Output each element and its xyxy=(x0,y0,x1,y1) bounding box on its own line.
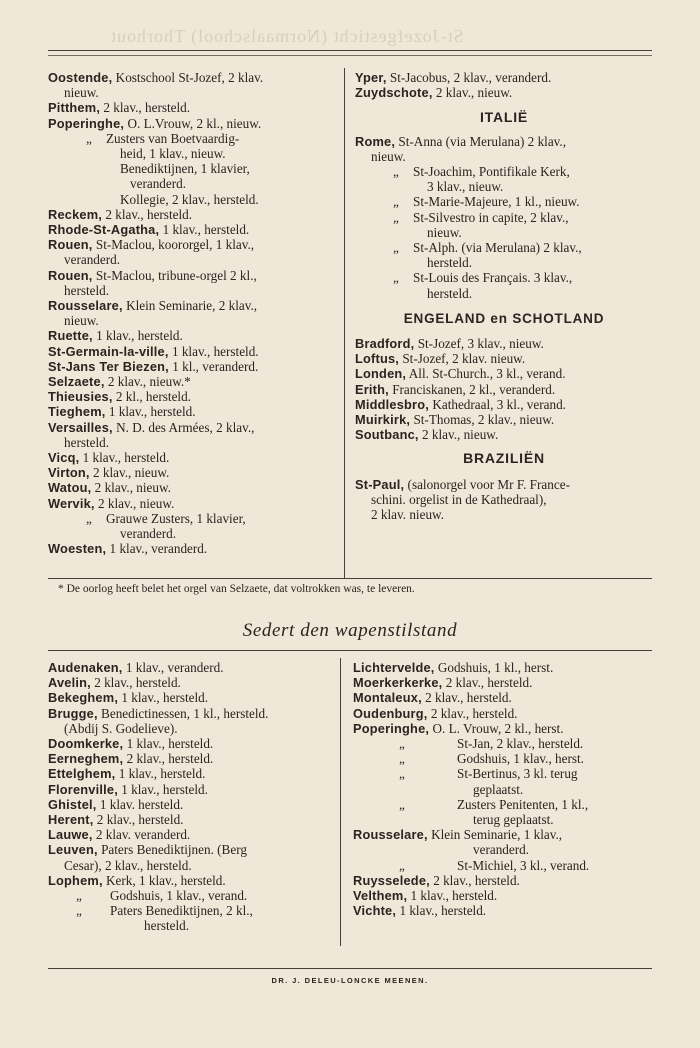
list-entry xyxy=(355,382,653,397)
ditto-mark: „ xyxy=(399,736,405,752)
place-name: Ruysselede, xyxy=(353,872,430,888)
list-entry xyxy=(353,766,653,781)
entry-text: 1 klav., hersteld. xyxy=(82,450,170,466)
list-entry xyxy=(48,131,338,146)
list-entry xyxy=(48,161,338,176)
entry-text: 2 klav., nieuw. xyxy=(421,427,499,443)
list-entry xyxy=(353,812,653,827)
column-divider-bottom xyxy=(340,658,341,946)
list-entry xyxy=(355,397,653,412)
sub-entry-continuation: hersteld. xyxy=(427,255,473,271)
place-name: Wervik, xyxy=(48,495,95,511)
entry-text: (salonorgel voor Mr F. France- xyxy=(407,476,570,492)
entry-text: St-Maclou, koororgel, 1 klav., xyxy=(95,237,255,253)
sub-entry-text: Zusters Penitenten, 1 kl., xyxy=(457,796,589,812)
list-entry xyxy=(48,313,338,328)
ditto-mark: „ xyxy=(399,766,405,782)
list-entry xyxy=(355,194,653,209)
list-entry xyxy=(355,134,653,149)
sub-entry-continuation: nieuw. xyxy=(427,224,462,240)
list-entry xyxy=(353,888,653,903)
entry-text: Kostschool St-Jozef, 2 klav. xyxy=(115,70,264,85)
list-entry xyxy=(48,146,338,161)
list-entry xyxy=(355,412,653,427)
sub-entry-text: St-Marie-Majeure, 1 kl., nieuw. xyxy=(413,194,580,210)
list-entry xyxy=(48,721,336,736)
list-entry xyxy=(48,389,338,404)
list-entry xyxy=(48,404,338,419)
entry-text: N. D. des Armées, 2 klav., xyxy=(116,419,255,435)
list-entry xyxy=(353,690,653,705)
left-column-top xyxy=(48,70,338,557)
list-entry xyxy=(355,179,653,194)
list-entry xyxy=(353,903,653,918)
sub-entry-continuation: terug geplaatst. xyxy=(473,812,554,828)
ditto-mark: „ xyxy=(399,751,405,767)
list-entry xyxy=(353,827,653,842)
brazil-heading: BRAZILIËN xyxy=(463,450,545,467)
entry-text: 1 klav., hersteld. xyxy=(96,328,183,344)
place-name: Ettelghem, xyxy=(48,766,116,782)
list-entry xyxy=(48,344,338,359)
printer-imprint: DR. J. DELEU-LONCKE MEENEN. xyxy=(271,976,429,985)
entry-text: Godshuis, 1 kl., herst. xyxy=(437,660,554,675)
sub-entry-text: Godshuis, 1 klav., verand. xyxy=(110,888,248,904)
list-entry xyxy=(355,255,653,270)
list-entry xyxy=(355,85,653,100)
entry-text: St-Maclou, tribune-orgel 2 kl., xyxy=(95,267,257,283)
place-name: Ghistel, xyxy=(48,796,97,812)
list-entry xyxy=(353,873,653,888)
footnote: * De oorlog heeft belet het orgel van Selzaete, dat voltrokken was, te leveren. xyxy=(58,583,415,595)
ditto-mark: „ xyxy=(76,903,82,919)
sub-entry-text: St-Jan, 2 klav., hersteld. xyxy=(457,736,584,752)
england-heading: ENGELAND en SCHOTLAND xyxy=(403,310,605,326)
place-name: Rouen, xyxy=(48,267,93,283)
list-entry xyxy=(48,237,338,252)
list-entry xyxy=(48,435,338,450)
list-entry xyxy=(48,298,338,313)
section-title: Sedert den wapenstilstand xyxy=(242,620,458,641)
list-entry xyxy=(355,477,653,492)
entry-text: 1 klav., hersteld. xyxy=(410,888,498,904)
sub-entry-text: Grauwe Zusters, 1 klavier, xyxy=(106,510,246,526)
list-entry xyxy=(355,492,653,507)
list-entry xyxy=(48,328,338,343)
ditto-mark: „ xyxy=(86,510,92,526)
place-name: Poperinghe, xyxy=(48,115,125,131)
place-name: Muirkirk, xyxy=(355,412,411,428)
list-entry xyxy=(48,450,338,465)
place-name: Middlesbro, xyxy=(355,396,430,412)
sub-entry-continuation: Kollegie, 2 klav., hersteld. xyxy=(120,191,259,207)
entry-continuation: veranderd. xyxy=(64,252,121,268)
place-name: Rouen, xyxy=(48,237,93,253)
list-entry xyxy=(48,222,338,237)
place-name: Londen, xyxy=(355,366,407,382)
ditto-mark: „ xyxy=(393,164,399,180)
place-name: Poperinghe, xyxy=(353,720,430,736)
ditto-mark: „ xyxy=(86,130,92,146)
list-entry xyxy=(48,782,336,797)
list-entry xyxy=(355,507,653,522)
list-entry xyxy=(353,660,653,675)
list-entry xyxy=(48,736,336,751)
entry-text: 2 klav., hersteld. xyxy=(445,675,533,691)
list-entry xyxy=(48,70,338,85)
place-name: Montaleux, xyxy=(353,690,422,706)
place-name: St-Jans Ter Biezen, xyxy=(48,358,169,374)
entry-continuation: (Abdij S. Godelieve). xyxy=(64,720,178,736)
sub-entry-text: St-Alph. (via Merulana) 2 klav., xyxy=(413,240,582,256)
entry-text: 2 klav., hersteld. xyxy=(425,690,512,706)
place-name: Bekeghem, xyxy=(48,690,119,706)
list-entry xyxy=(48,268,338,283)
place-name: Rousselare, xyxy=(353,827,428,843)
entry-text: St-Anna (via Merulana) 2 klav., xyxy=(398,133,567,149)
column-divider-top xyxy=(344,68,345,578)
place-name: Rousselare, xyxy=(48,298,123,314)
entry-text: 2 klav. veranderd. xyxy=(95,827,191,843)
entry-text: 2 klav., hersteld. xyxy=(126,751,214,767)
entry-text: 2 klav., hersteld. xyxy=(433,872,520,888)
list-entry xyxy=(355,366,653,381)
entry-text: 1 klav., hersteld. xyxy=(399,903,487,919)
list-entry xyxy=(48,496,338,511)
entry-text: St-Jacobus, 2 klav., veranderd. xyxy=(389,70,552,85)
entry-text: 2 klav., hersteld. xyxy=(96,812,184,828)
list-entry xyxy=(48,374,338,389)
list-entry xyxy=(353,782,653,797)
list-entry xyxy=(48,858,336,873)
entry-text: 1 klav., hersteld. xyxy=(108,404,196,420)
entry-continuation: schini. orgelist in de Kathedraal), xyxy=(371,491,547,507)
place-name: Ruette, xyxy=(48,328,93,344)
sub-entry-text: Godshuis, 1 klav., herst. xyxy=(457,751,584,767)
place-name: Zuydschote, xyxy=(355,85,433,101)
place-name: Reckem, xyxy=(48,206,103,222)
ditto-mark: „ xyxy=(399,857,405,873)
entry-continuation: 2 klav. nieuw. xyxy=(371,507,444,523)
top-rule-thin xyxy=(48,55,652,56)
section-rule xyxy=(48,650,652,651)
place-name: Moerkerkerke, xyxy=(353,675,443,691)
list-entry xyxy=(48,842,336,857)
list-entry xyxy=(48,903,336,918)
list-entry xyxy=(355,336,653,351)
entry-text: St-Jozef, 3 klav., nieuw. xyxy=(417,336,544,352)
list-entry xyxy=(48,480,338,495)
place-name: Virton, xyxy=(48,465,90,481)
place-name: Vicq, xyxy=(48,450,80,466)
place-name: Oudenburg, xyxy=(353,705,428,721)
place-name: Doomkerke, xyxy=(48,736,124,752)
left-column-bottom xyxy=(48,660,336,934)
entry-text: Klein Seminarie, 1 klav., xyxy=(431,827,563,843)
entry-text: 1 klav., hersteld. xyxy=(126,736,214,752)
sub-entry-text: Zusters van Boetvaardig- xyxy=(106,130,240,146)
list-entry xyxy=(48,797,336,812)
list-entry xyxy=(48,541,338,556)
list-entry xyxy=(48,751,336,766)
list-entry xyxy=(48,359,338,374)
entry-text: 1 kl., veranderd. xyxy=(172,358,259,374)
list-entry xyxy=(353,675,653,690)
list-entry xyxy=(353,751,653,766)
list-entry xyxy=(48,690,336,705)
entry-text: 2 klav., hersteld. xyxy=(430,705,518,721)
sub-entry-continuation: hersteld. xyxy=(144,918,190,934)
entry-text: 2 klav., nieuw.* xyxy=(107,374,191,390)
place-name: Eerneghem, xyxy=(48,751,124,767)
place-name: Yper, xyxy=(355,70,387,85)
list-entry xyxy=(355,240,653,255)
entry-text: All. St-Church., 3 kl., verand. xyxy=(408,366,566,382)
place-name: Oostende, xyxy=(48,70,113,85)
list-entry xyxy=(48,116,338,131)
list-entry xyxy=(353,736,653,751)
sub-entry-text: St-Silvestro in capite, 2 klav., xyxy=(413,209,569,225)
entry-text: Benedictinessen, 1 kl., hersteld. xyxy=(101,705,269,721)
printer-rule xyxy=(48,968,652,969)
list-entry xyxy=(355,225,653,240)
sub-entry-continuation: geplaatst. xyxy=(473,781,524,797)
sub-entry-continuation: veranderd. xyxy=(473,842,530,858)
place-name: Rhode-St-Agatha, xyxy=(48,222,160,238)
place-name: Herent, xyxy=(48,812,94,828)
entry-continuation: nieuw. xyxy=(371,148,406,164)
entry-text: Kathedraal, 3 kl., verand. xyxy=(432,396,566,412)
list-entry xyxy=(48,526,338,541)
list-entry xyxy=(355,164,653,179)
entry-text: 1 klav., hersteld. xyxy=(162,222,250,238)
entry-text: 2 kl., hersteld. xyxy=(115,389,191,405)
entry-text: 1 klav., veranderd. xyxy=(125,660,224,675)
entry-text: 1 klav., hersteld. xyxy=(121,690,209,706)
list-entry xyxy=(48,675,336,690)
entry-continuation: nieuw. xyxy=(64,85,99,101)
entry-text: Paters Benediktijnen. (Berg xyxy=(101,842,247,858)
entry-continuation: hersteld. xyxy=(64,282,110,298)
entry-text: Franciskanen, 2 kl., veranderd. xyxy=(392,381,556,397)
list-entry xyxy=(48,827,336,842)
place-name: Leuven, xyxy=(48,842,98,858)
list-entry xyxy=(353,706,653,721)
place-name: Pitthem, xyxy=(48,100,101,116)
list-entry xyxy=(48,100,338,115)
list-entry xyxy=(355,70,653,85)
list-entry xyxy=(48,192,338,207)
italy-heading: ITALIË xyxy=(479,109,529,126)
sub-entry-continuation: veranderd. xyxy=(130,176,187,192)
entry-text: 2 klav., hersteld. xyxy=(105,206,193,222)
entry-text: St-Thomas, 2 klav., nieuw. xyxy=(413,412,555,428)
ditto-mark: „ xyxy=(76,888,82,904)
ditto-mark: „ xyxy=(393,209,399,225)
list-entry xyxy=(355,286,653,301)
place-name: Avelin, xyxy=(48,675,91,691)
list-entry xyxy=(48,176,338,191)
entry-text: 2 klav., nieuw. xyxy=(94,480,171,496)
entry-text: Klein Seminarie, 2 klav., xyxy=(126,298,258,314)
entry-text: 2 klav., hersteld. xyxy=(94,675,181,691)
entry-text: 1 klav., hersteld. xyxy=(118,766,206,782)
place-name: Erith, xyxy=(355,381,389,397)
footnote-rule xyxy=(48,578,652,579)
place-name: Woesten, xyxy=(48,541,107,557)
sub-entry-continuation: 3 klav., nieuw. xyxy=(427,179,504,195)
bleed-through-text: St-Jozefgesticht (Normaalschool) Thorhout xyxy=(110,26,464,46)
ditto-mark: „ xyxy=(393,240,399,256)
sub-entry-text: Paters Benediktijnen, 2 kl., xyxy=(110,903,253,919)
entry-text: Kerk, 1 klav., hersteld. xyxy=(106,872,226,888)
entry-text: 2 klav., nieuw. xyxy=(435,85,513,101)
entry-text: 2 klav., nieuw. xyxy=(98,495,175,511)
place-name: Versailles, xyxy=(48,419,113,435)
sub-entry-continuation: heid, 1 klav., nieuw. xyxy=(120,146,226,162)
place-name: Selzaete, xyxy=(48,374,105,390)
place-name: Florenville, xyxy=(48,781,118,797)
entry-text: 1 klav., veranderd. xyxy=(109,541,208,557)
place-name: Loftus, xyxy=(355,351,400,367)
list-entry xyxy=(48,918,336,933)
right-column-top xyxy=(355,70,653,522)
ditto-mark: „ xyxy=(393,194,399,210)
list-entry xyxy=(353,797,653,812)
ditto-mark: „ xyxy=(393,270,399,286)
entry-text: O. L.Vrouw, 2 kl., nieuw. xyxy=(127,115,262,131)
place-name: Lauwe, xyxy=(48,827,93,843)
list-entry xyxy=(355,210,653,225)
place-name: Audenaken, xyxy=(48,660,123,675)
entry-text: St-Jozef, 2 klav. nieuw. xyxy=(402,351,526,367)
place-name: Watou, xyxy=(48,480,92,496)
list-entry xyxy=(48,812,336,827)
entry-continuation: nieuw. xyxy=(64,313,99,329)
place-name: Velthem, xyxy=(353,888,408,904)
place-name: St-Paul, xyxy=(355,476,405,492)
top-rule xyxy=(48,50,652,51)
list-entry xyxy=(48,511,338,526)
entry-text: 2 klav., hersteld. xyxy=(103,100,191,116)
list-entry xyxy=(48,660,336,675)
sub-entry-continuation: hersteld. xyxy=(427,285,473,301)
list-entry xyxy=(48,420,338,435)
ditto-mark: „ xyxy=(399,796,405,812)
list-entry xyxy=(48,873,336,888)
entry-text: 1 klav., hersteld. xyxy=(121,781,208,797)
list-entry xyxy=(48,465,338,480)
list-entry xyxy=(48,207,338,222)
entry-continuation: Cesar), 2 klav., hersteld. xyxy=(64,857,192,873)
place-name: Thieusies, xyxy=(48,389,113,405)
list-entry xyxy=(353,842,653,857)
list-entry xyxy=(48,252,338,267)
list-entry xyxy=(355,270,653,285)
place-name: Bradford, xyxy=(355,336,415,352)
list-entry xyxy=(355,149,653,164)
list-entry xyxy=(355,351,653,366)
entry-text: 1 klav. hersteld. xyxy=(99,796,184,812)
sub-entry-text: St-Joachim, Pontifikale Kerk, xyxy=(413,164,570,180)
entry-text: 1 klav., hersteld. xyxy=(171,343,259,359)
place-name: Soutbanc, xyxy=(355,427,419,443)
sub-entry-continuation: veranderd. xyxy=(120,526,177,542)
list-entry xyxy=(48,283,338,298)
list-entry xyxy=(353,721,653,736)
entry-text: O. L. Vrouw, 2 kl., herst. xyxy=(432,720,564,736)
sub-entry-text: St-Louis des Français. 3 klav., xyxy=(413,270,573,286)
sub-entry-text: St-Michiel, 3 kl., verand. xyxy=(457,857,590,873)
right-column-bottom xyxy=(353,660,653,918)
place-name: Rome, xyxy=(355,133,396,149)
list-entry xyxy=(353,858,653,873)
place-name: St-Germain-la-ville, xyxy=(48,343,169,359)
sub-entry-text: St-Bertinus, 3 kl. terug xyxy=(457,766,578,782)
place-name: Lophem, xyxy=(48,872,103,888)
place-name: Tieghem, xyxy=(48,404,106,420)
list-entry xyxy=(48,888,336,903)
entry-continuation: hersteld. xyxy=(64,434,110,450)
list-entry xyxy=(48,706,336,721)
place-name: Lichtervelde, xyxy=(353,660,435,675)
list-entry xyxy=(48,766,336,781)
sub-entry-continuation: Benediktijnen, 1 klavier, xyxy=(120,161,250,177)
place-name: Vichte, xyxy=(353,903,397,919)
place-name: Brugge, xyxy=(48,705,98,721)
entry-text: 2 klav., nieuw. xyxy=(93,465,170,481)
list-entry xyxy=(48,85,338,100)
list-entry xyxy=(355,427,653,442)
